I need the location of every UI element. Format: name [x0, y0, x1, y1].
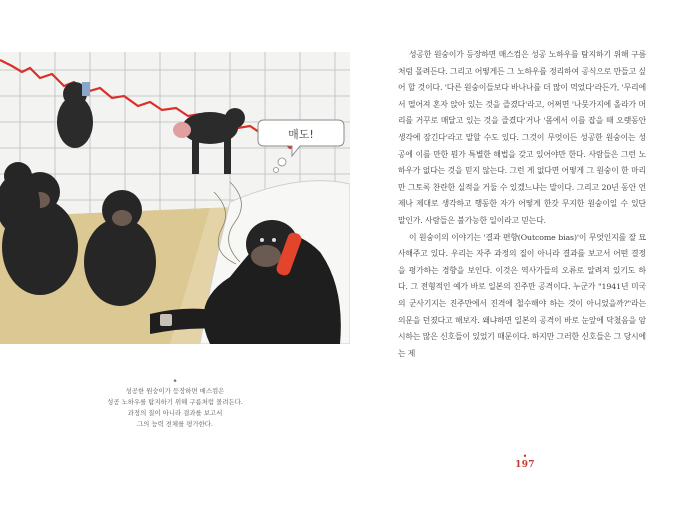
- body-paragraph: 이 원숭이의 이야기는 '결과 편향(Outcome bias)'이 무엇인지를 잘 묘사해주고 있다. 우리는 자주 과정의 질이 아니라 결과를 보고서 어떤 결정을 평가하는 경향을 보인다. 이것은 역사가들의 오류로 알려져 있기도 하다. 그 전형적인 예가 바로 일본의 진주만 공격이다. 누군가 "1941년 미국의 군사기지는 진주만에서 진격에 철수해야 하는 것이 아니었을까?"라는 의문을 던졌다고 해보자. 왜냐하면 일본의 공격이 바로 눈앞에 닥쳤음을 암시하는 많은 신호들이 있었기 때문이다. 하지만 그러한 신호들은 그 당시에는 제: [398, 232, 646, 358]
- speech-bubble-text: 매도!: [288, 128, 314, 141]
- illustration-image: [0, 52, 350, 344]
- caption-bullet: •: [172, 377, 178, 387]
- page-number: [505, 454, 545, 470]
- chimpanzee-illustration: [0, 52, 350, 344]
- caption-line: 성공 노하우를 탐지하기 위해 구름처럼 몰려든다.: [107, 398, 243, 406]
- caption-line: 과정의 질이 아니라 결과를 보고서: [127, 409, 223, 417]
- body-text: [398, 47, 646, 362]
- body-paragraph: 성공한 원숭이가 등장하면 매스컴은 성공 노하우를 탐지하기 위해 구름처럼 몰려든다. 그리고 어떻게든 그 노하우를 정리하여 공식으로 만들고 싶어 할 것이다. '다른 원숭이들보다 바나나를 더 많이 먹었다'라든가, '무리에서 떨어져 혼자 앉아 있는 것을 즐겼다'라고, 어쩌면 '나뭇가지에 올라가 머리를 거꾸로 매달고 있는 것을 즐겼다'거나 '몸에서 이를 잡을 때 오랫동안 생각에 잠긴다'라고 말할 수도 있다. 그것이 무엇이든 성공한 원숭이는 성공에 이를 만한 뭔가 특별한 해법을 갖고 있어야만 한다. 사람들은 그런 노하우가 없다는 것을 믿지 않는다. 그런 게 없다면 어떻게 그 원숭이 한 마리만 그토록 찬란한 실적을 거둘 수 있겠느냐는 말이다. 그리고 20년 동안 언제나 제대로 생각하고 행동한 자가 어떻게 한갓 무지한 원숭이일 수 있단 말인가. 사람들은 불가능한 일이라고 믿는다.: [398, 50, 646, 225]
- folio-number: 197: [515, 460, 535, 470]
- folio-bullet: •: [522, 452, 528, 461]
- figure-caption: [95, 378, 255, 430]
- caption-line: 성공한 원숭이가 등장하면 매스컴은: [125, 387, 225, 395]
- caption-line: 그의 능력 전체를 평가한다.: [136, 420, 214, 428]
